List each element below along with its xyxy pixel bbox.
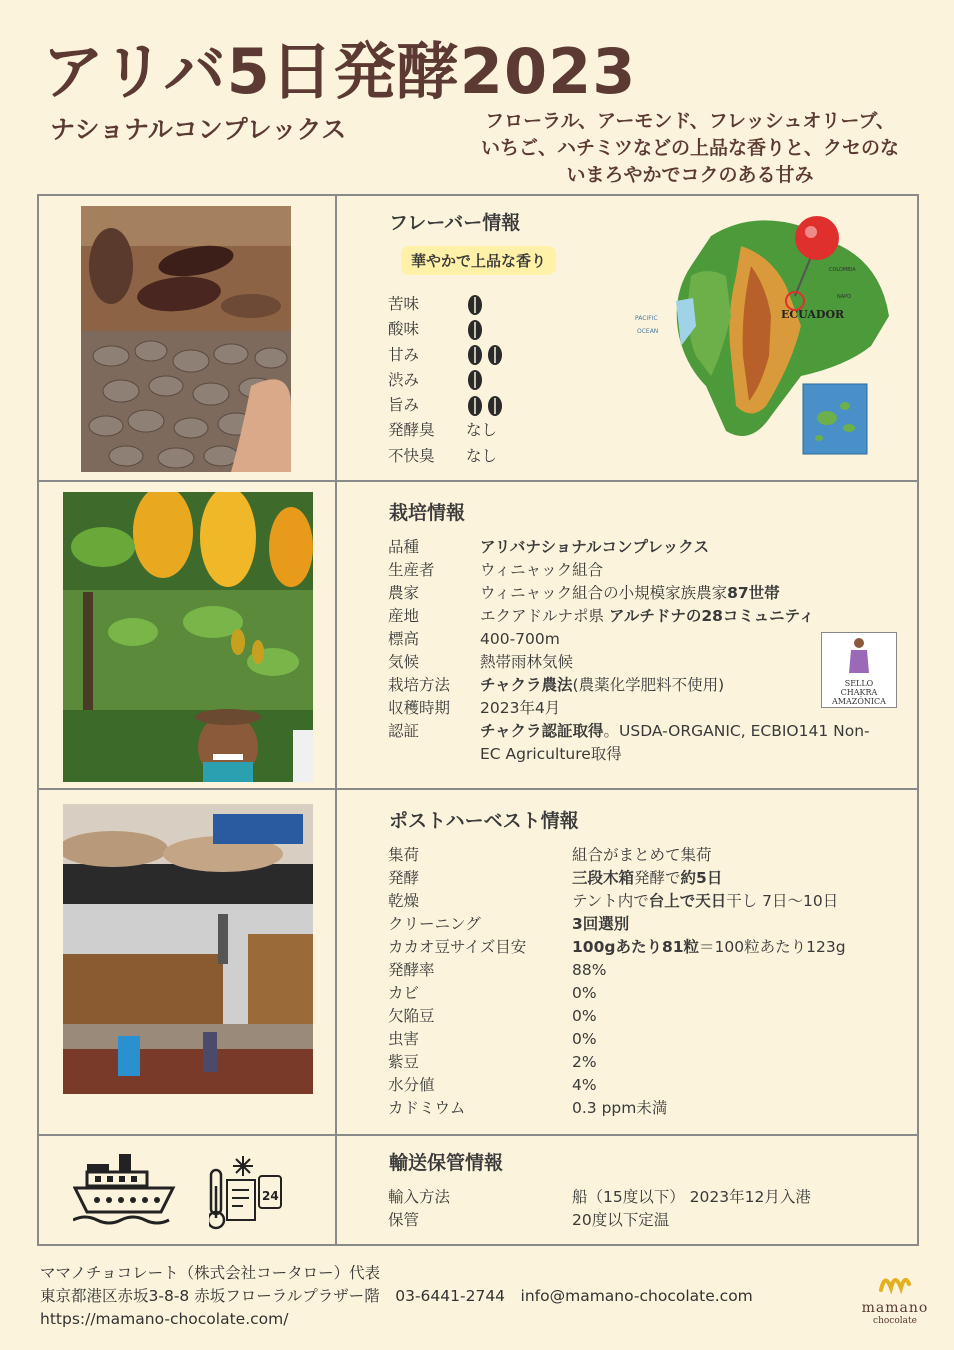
post-harvest-key: 乾燥 (388, 892, 420, 910)
transport-row (388, 1209, 908, 1232)
transport-title: 輸送保管情報 (389, 1152, 504, 1174)
post-harvest-key: 水分値 (388, 1076, 435, 1094)
transport-key: 保管 (388, 1211, 420, 1229)
tagline (440, 108, 940, 189)
flavor-value: なし (466, 446, 498, 465)
cultivation-row (388, 536, 888, 559)
cultivation-key: 農家 (388, 584, 420, 602)
cultivation-value: 2023年4月 (480, 699, 561, 717)
value-text: テント内で (572, 892, 649, 910)
footer (40, 1262, 753, 1331)
post-harvest-list (388, 844, 908, 1120)
thermometer-calendar-icon (209, 1156, 285, 1236)
ship-icon (73, 1150, 177, 1230)
cacao-bean-icon (466, 344, 484, 366)
value-emphasis: アルチドナの28コミュニティ (608, 607, 815, 625)
flavor-label: 渋み (388, 370, 420, 389)
tagline-line: いまろやかでコクのある甘み (566, 164, 814, 186)
post-harvest-row (388, 1028, 908, 1051)
cultivation-value: 400-700m (480, 630, 560, 648)
post-harvest-value: 88% (572, 961, 607, 979)
flavor-row (388, 368, 588, 393)
post-harvest-value: 0% (572, 984, 597, 1002)
cacao-farm-photo (63, 492, 313, 782)
cultivation-key: 栽培方法 (388, 676, 451, 694)
post-harvest-key: カドミウム (388, 1099, 466, 1117)
post-harvest-value: 0% (572, 1030, 597, 1048)
flavor-badge: 華やかで上品な香り (401, 246, 556, 275)
flavor-label: 不快臭 (388, 446, 435, 465)
footer-url-link[interactable]: https://mamano-chocolate.com/ (40, 1310, 289, 1328)
post-harvest-value (572, 890, 908, 913)
cultivation-value: ウィニャック組合 (480, 561, 604, 579)
post-harvest-value: 3回選別 (572, 915, 630, 933)
map-country-label: ECUADOR (781, 308, 845, 321)
post-harvest-row (388, 844, 908, 867)
column-divider (335, 196, 337, 1244)
bean-icon-group (466, 343, 506, 368)
cultivation-value: アリバナショナルコンプレックス (480, 538, 710, 556)
post-harvest-key: クリーニング (388, 915, 481, 933)
calendar-day: 24 (262, 1189, 279, 1203)
transport-list (388, 1186, 908, 1232)
map-ocean-label: PACIFIC (635, 315, 658, 322)
cultivation-key: 品種 (388, 538, 420, 556)
cacao-bean-icon (466, 369, 484, 391)
logo-sub: chocolate (873, 1316, 917, 1326)
tagline-line: フローラル、アーモンド、フレッシュオリーブ、 (485, 110, 895, 132)
post-harvest-key: カビ (388, 984, 420, 1002)
flavor-label: 酸味 (388, 320, 420, 339)
page-subtitle: ナショナルコンプレックス (50, 115, 347, 144)
post-harvest-value (572, 936, 908, 959)
bean-icon-group (466, 317, 486, 342)
post-harvest-row (388, 936, 908, 959)
post-harvest-photo (63, 804, 313, 1094)
cultivation-key: 認証 (388, 722, 420, 740)
flavor-label: 苦味 (388, 295, 420, 313)
post-harvest-value (572, 867, 908, 890)
flavor-row (388, 444, 588, 469)
page-title: アリバ5日発酵2023 (42, 35, 637, 108)
cultivation-key: 標高 (388, 630, 420, 648)
flavor-label: 発酵臭 (388, 421, 435, 440)
post-harvest-row (388, 1097, 908, 1120)
footer-address: 東京都港区赤坂3-8-8 赤坂フローラルプラザー階 03-6441-2744 info@mamano-chocolate.com (40, 1287, 753, 1305)
seal-text: AMAZÓNICA (832, 697, 886, 706)
cultivation-row (388, 605, 888, 628)
cacao-bean-icon (466, 395, 484, 417)
mamano-logo (850, 1268, 940, 1326)
cultivation-key: 生産者 (388, 561, 435, 579)
seal-text: CHAKRA (840, 688, 878, 697)
post-harvest-key: 虫害 (388, 1030, 420, 1048)
post-harvest-key: 集荷 (388, 846, 420, 864)
footer-company: ママノチョコレート（株式会社コータロー）代表 (40, 1264, 381, 1282)
post-harvest-key: 欠陥豆 (388, 1007, 435, 1025)
cultivation-value: 熱帯雨林気候 (480, 653, 574, 671)
flavor-label: 旨み (388, 396, 420, 415)
value-emphasis: チャクラ農法 (480, 676, 573, 694)
post-harvest-row (388, 1005, 908, 1028)
cultivation-row (388, 628, 888, 651)
post-harvest-row (388, 1051, 908, 1074)
value-text: (農薬化学肥料不使用) (572, 676, 725, 694)
post-harvest-row (388, 982, 908, 1005)
bean-icon-group (466, 393, 506, 418)
value-text: ＝100粒あたり123g (699, 938, 846, 956)
flavor-title: フレーバー情報 (389, 212, 521, 234)
cultivation-row (388, 559, 888, 582)
transport-value: 船（15度以下） 2023年12月入港 (572, 1188, 811, 1206)
flavor-list (388, 292, 588, 469)
flavor-value: なし (466, 421, 498, 440)
tagline-line: いちご、ハチミツなどの上品な香りと、クセのな (480, 137, 899, 159)
cultivation-title: 栽培情報 (389, 502, 466, 524)
post-harvest-title: ポストハーベスト情報 (389, 810, 579, 832)
transport-key: 輸入方法 (388, 1188, 451, 1206)
cultivation-key: 収穫時期 (388, 699, 451, 717)
row-divider (39, 480, 917, 482)
bean-icon-group (466, 368, 486, 393)
post-harvest-row (388, 890, 908, 913)
ecuador-map (631, 206, 891, 468)
post-harvest-key: 発酵率 (388, 961, 435, 979)
cultivation-value (480, 582, 888, 605)
cultivation-list (388, 536, 888, 766)
cacao-beans-photo (81, 206, 291, 472)
value-emphasis: 約5日 (680, 869, 723, 887)
row-divider (39, 788, 917, 790)
flavor-row (388, 343, 588, 368)
post-harvest-value: 組合がまとめて集荷 (572, 846, 712, 864)
value-text: エクアドルナポ県 (480, 607, 609, 625)
chakra-seal-logo (821, 632, 897, 708)
flavor-label: 甘み (388, 345, 420, 364)
bean-icon-group (466, 292, 486, 317)
value-text: 。USDA-ORGANIC, ECBIO141 Non-EC Agriculture取得 (480, 722, 870, 763)
cultivation-row (388, 697, 888, 720)
value-emphasis: 三段木箱 (572, 869, 635, 887)
post-harvest-row (388, 1074, 908, 1097)
cacao-bean-icon (486, 395, 504, 417)
post-harvest-row (388, 913, 908, 936)
cultivation-key: 気候 (388, 653, 420, 671)
map-region-label: NAPO (837, 294, 852, 300)
post-harvest-key: カカオ豆サイズ目安 (388, 938, 527, 956)
map-ocean-label: OCEAN (637, 328, 659, 335)
value-emphasis: チャクラ認証取得 (480, 722, 604, 740)
post-harvest-row (388, 867, 908, 890)
value-emphasis: 87世帯 (727, 584, 780, 602)
cacao-bean-icon (466, 294, 484, 316)
post-harvest-key: 発酵 (388, 869, 420, 887)
value-text: ウィニャック組合の小規模家族農家 (480, 584, 728, 602)
transport-row (388, 1186, 908, 1209)
cultivation-value (480, 720, 888, 766)
cultivation-row (388, 674, 888, 697)
value-emphasis: 100gあたり81粒 (572, 938, 700, 956)
value-text: 発酵で (634, 869, 681, 887)
cacao-bean-icon (486, 344, 504, 366)
cultivation-row (388, 651, 888, 674)
transport-value: 20度以下定温 (572, 1211, 670, 1229)
cultivation-value (480, 605, 888, 628)
map-region-label: COLOMBIA (829, 267, 856, 273)
flavor-row (388, 393, 588, 418)
info-grid (37, 194, 919, 1246)
cacao-bean-icon (466, 319, 484, 341)
cultivation-row (388, 582, 888, 605)
value-emphasis: 台上で天日 (648, 892, 727, 910)
value-text: 干し 7日〜10日 (726, 892, 839, 910)
cultivation-key: 産地 (388, 607, 420, 625)
cultivation-row (388, 720, 888, 766)
flavor-row (388, 292, 588, 317)
post-harvest-value: 2% (572, 1053, 597, 1071)
post-harvest-row (388, 959, 908, 982)
flavor-row (388, 317, 588, 342)
post-harvest-key: 紫豆 (388, 1053, 420, 1071)
logo-name: mamano (861, 1300, 929, 1316)
post-harvest-value: 0% (572, 1007, 597, 1025)
flavor-row (388, 418, 588, 443)
row-divider (39, 1134, 917, 1136)
seal-text: SELLO (844, 679, 874, 688)
post-harvest-value: 0.3 ppm未満 (572, 1099, 668, 1117)
post-harvest-value: 4% (572, 1076, 597, 1094)
